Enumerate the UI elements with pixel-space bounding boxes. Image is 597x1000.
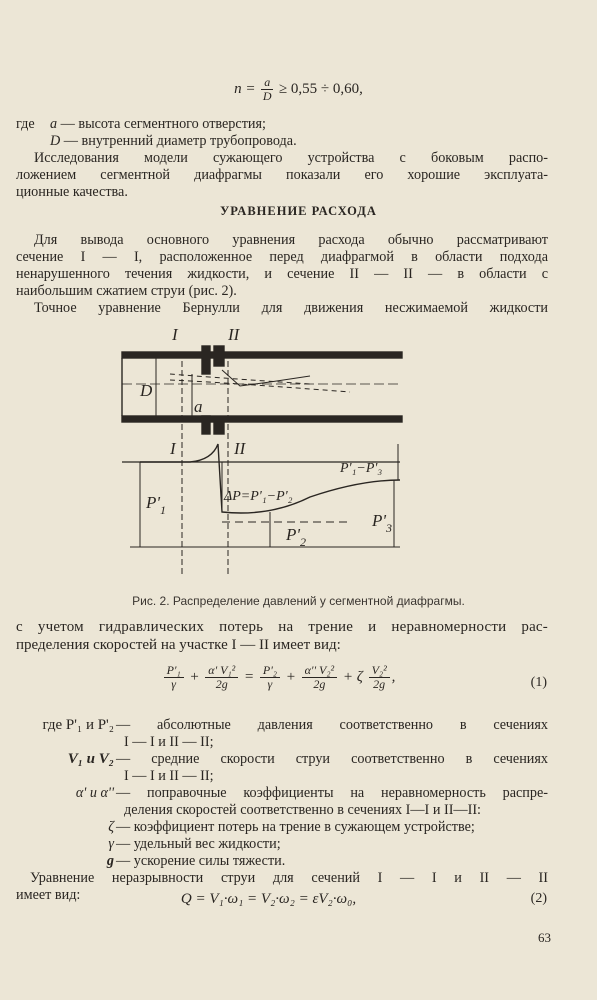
label-delta-p: ΔP=P'₁−P'₂ — [224, 489, 293, 504]
def1-text: — абсолютные давления соответственно в сечениях — [116, 717, 548, 733]
def2-term: V₁ и V₂ — [67, 751, 114, 767]
para2-line2: сечение I — I, расположенное перед диафрагмой в области подхода — [16, 249, 548, 265]
para1-line1: Исследования модели сужающего устройства с боковым распо- — [34, 150, 548, 166]
eq1-term1 — [164, 664, 184, 691]
eq1-t5-den: 2g — [373, 677, 386, 691]
pipe-bottom-wall — [122, 416, 402, 422]
def-a-text: — высота сегментного отверстия; — [60, 116, 266, 132]
def3-cont: деления скоростей соответственно в сечениях I—I и II—II: — [124, 802, 482, 818]
top-formula: n = $\frac{a}{D}$ ≥ 0,55 ÷ 0,60, — [234, 75, 363, 103]
eq2-number: (2) — [530, 891, 547, 906]
section-heading: УРАВНЕНИЕ РАСХОДА — [220, 204, 377, 218]
def-D-text: — внутренний диаметр трубопровода. — [63, 133, 297, 149]
label-section-II: II — [228, 325, 240, 344]
para3-line1: Точное уравнение Бернулли для движения несжимаемой жидкости — [34, 300, 548, 316]
figure-caption: Рис. 2. Распределение давлений у сегментной диафрагмы. — [132, 594, 465, 608]
pressure-distribution-figure — [110, 322, 420, 582]
eq1-t4-num: α'' V₂² — [302, 664, 338, 678]
def2-cont: I — I и II — II; — [124, 768, 214, 784]
def1-term: где P'₁ и P'₂ — [42, 717, 114, 733]
pipe-top-wall — [122, 352, 402, 358]
label-P1: $P'_1$ — [146, 493, 167, 517]
equation-2: Q = V₁·ω₁ = V₂·ω₂ = εV₂·ω₀, — [180, 891, 357, 907]
label-D: D — [140, 381, 153, 400]
para2-line1: Для вывода основного уравнения расхода обычно рассматривают — [34, 232, 548, 248]
label-section-I-lower: I — [170, 439, 176, 458]
formula-rhs: ≥ 0,55 ÷ 0,60, — [278, 80, 363, 97]
para1-line3: ционные качества. — [16, 184, 128, 200]
fraction-denominator: D — [262, 89, 272, 103]
para4-line2: пределения скоростей на участке I — II имеет вид: — [16, 637, 341, 653]
formula-fraction — [261, 76, 273, 103]
formula-lhs: n — [234, 80, 242, 97]
def-a-symbol: a — [50, 116, 58, 132]
eq1-term2 — [205, 664, 238, 691]
eq1-t2-num: α' V₁² — [205, 664, 238, 678]
equation-1: $\frac{\text{P'₁}}{\gamma}$ + $\frac{\text{α' V₁²}}{2g}$ = $\frac{\text{P'₂}}{\gamma}$ + $\frac{\text{α'' V₂²}}{2g}$ + ζ $\frac{\text{V₂²}}{2g}$ , — [0, 664, 577, 691]
eq1-t4-den: 2g — [313, 677, 326, 691]
def3-text: — поправочные коэффициенты на неравномерность распре- — [116, 785, 548, 801]
def5-text: — удельный вес жидкости; — [116, 836, 281, 852]
label-P3: $P'_3$ — [372, 511, 393, 535]
para2-line4: наибольшим сжатием струи (рис. 2). — [16, 283, 237, 299]
page-number: 63 — [538, 930, 551, 945]
fraction-numerator: a — [261, 76, 273, 90]
diaphragm-bottom — [202, 416, 210, 434]
para1-line2: ложением сегментной диафрагмы показали его хорошие эксплуата- — [16, 167, 548, 183]
eq1-t3-den: γ — [267, 677, 273, 691]
def-D-symbol: D — [50, 133, 61, 149]
label-section-I: I — [172, 325, 178, 344]
def6-term: g — [106, 853, 114, 869]
eq1-t1-den: γ — [171, 677, 176, 691]
def1-cont: I — I и II — II; — [124, 734, 214, 750]
def3-term: α' и α'' — [75, 785, 114, 801]
def-D — [50, 133, 297, 150]
para5-line1: Уравнение неразрывности струи для сечений I — I и II — II — [30, 870, 548, 886]
def-a — [50, 116, 266, 133]
def6-text: — ускорение силы тяжести. — [116, 853, 286, 869]
label-section-II-lower: II — [234, 439, 246, 458]
para2-line3: ненарушенного течения жидкости, и сечение II — II — в области с — [16, 266, 548, 282]
label-a: a — [194, 397, 203, 416]
label-P2: $P'_2$ — [286, 525, 307, 549]
eq1-t5-num: V₂² — [369, 664, 390, 678]
eq1-t2-den: 2g — [215, 677, 228, 691]
eq1-term4 — [302, 664, 338, 691]
def4-term: ζ — [108, 819, 114, 835]
eq1-t1-num: P'₁ — [164, 664, 184, 678]
eq1-t5-coef: ζ — [356, 668, 363, 685]
label-diff: P'₁−P'₃ — [340, 461, 383, 476]
def2-text: — средние скорости струи соответственно в сечениях — [116, 751, 548, 767]
def5-term: γ — [108, 836, 114, 852]
eq1-t3-num: P'₂ — [260, 664, 280, 678]
eq1-term3 — [260, 664, 280, 691]
para5-line2: имеет вид: — [16, 887, 81, 903]
diaphragm-top — [202, 346, 210, 374]
eq1-term5 — [369, 664, 390, 691]
def4-text: — коэффициент потерь на трение в сужающем устройстве; — [116, 819, 475, 835]
where-intro: где — [16, 116, 35, 132]
para4-line1: с учетом гидравлических потерь на трение и неравномерности рас- — [16, 619, 548, 635]
eq1-number: (1) — [530, 675, 547, 690]
